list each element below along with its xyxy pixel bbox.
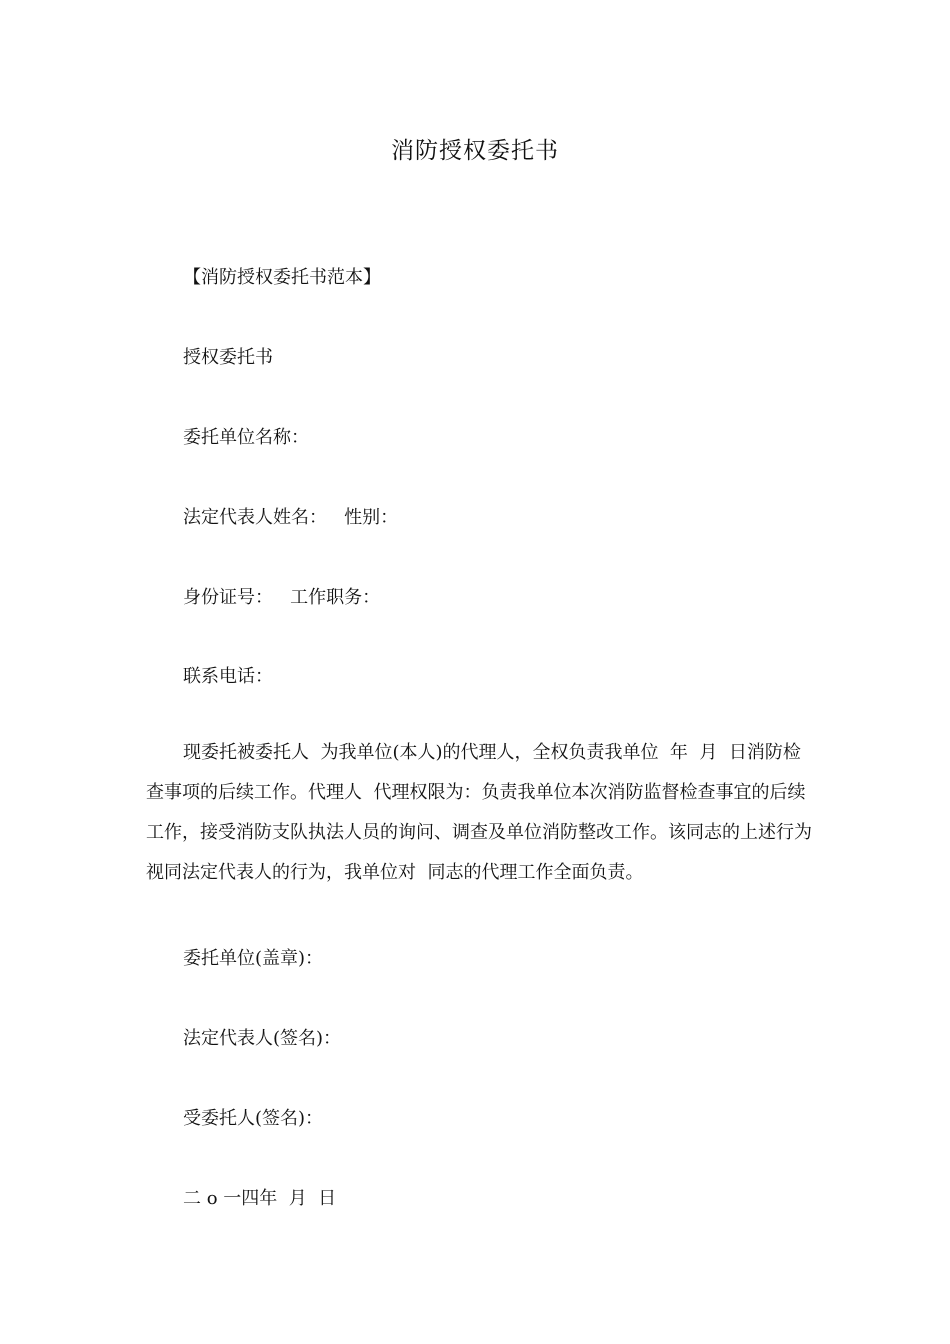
field-phone: 联系电话： (183, 666, 273, 687)
signature-trustee: 受委托人(签名)： (183, 1108, 324, 1129)
field-unit-name: 委托单位名称： (183, 427, 309, 448)
signature-legal-rep: 法定代表人(签名)： (183, 1028, 342, 1049)
field-legal-rep: 法定代表人姓名： 性别： (183, 507, 399, 528)
document-subheading: 授权委托书 (183, 347, 273, 368)
date-line: 二 o 一四年 月 日 (183, 1188, 337, 1209)
document-heading: 【消防授权委托书范本】 (183, 267, 381, 288)
signature-unit-seal: 委托单位(盖章)： (183, 948, 324, 969)
field-id-number: 身份证号： 工作职务： (183, 587, 381, 608)
body-paragraph: 现委托被委托人 为我单位(本人)的代理人，全权负责我单位 年 月 日消防检查事项的后续工作。代理人 代理权限为：负责我单位本次消防监督检查事宜的后续工作，接受消防支队执法人员的询问、调查及单位消防整改工作。该同志的上述行为视同法定代表人的行为，我单位对 同志的代理工作全面负责。 (146, 742, 812, 883)
document-title: 消防授权委托书 (391, 138, 559, 164)
